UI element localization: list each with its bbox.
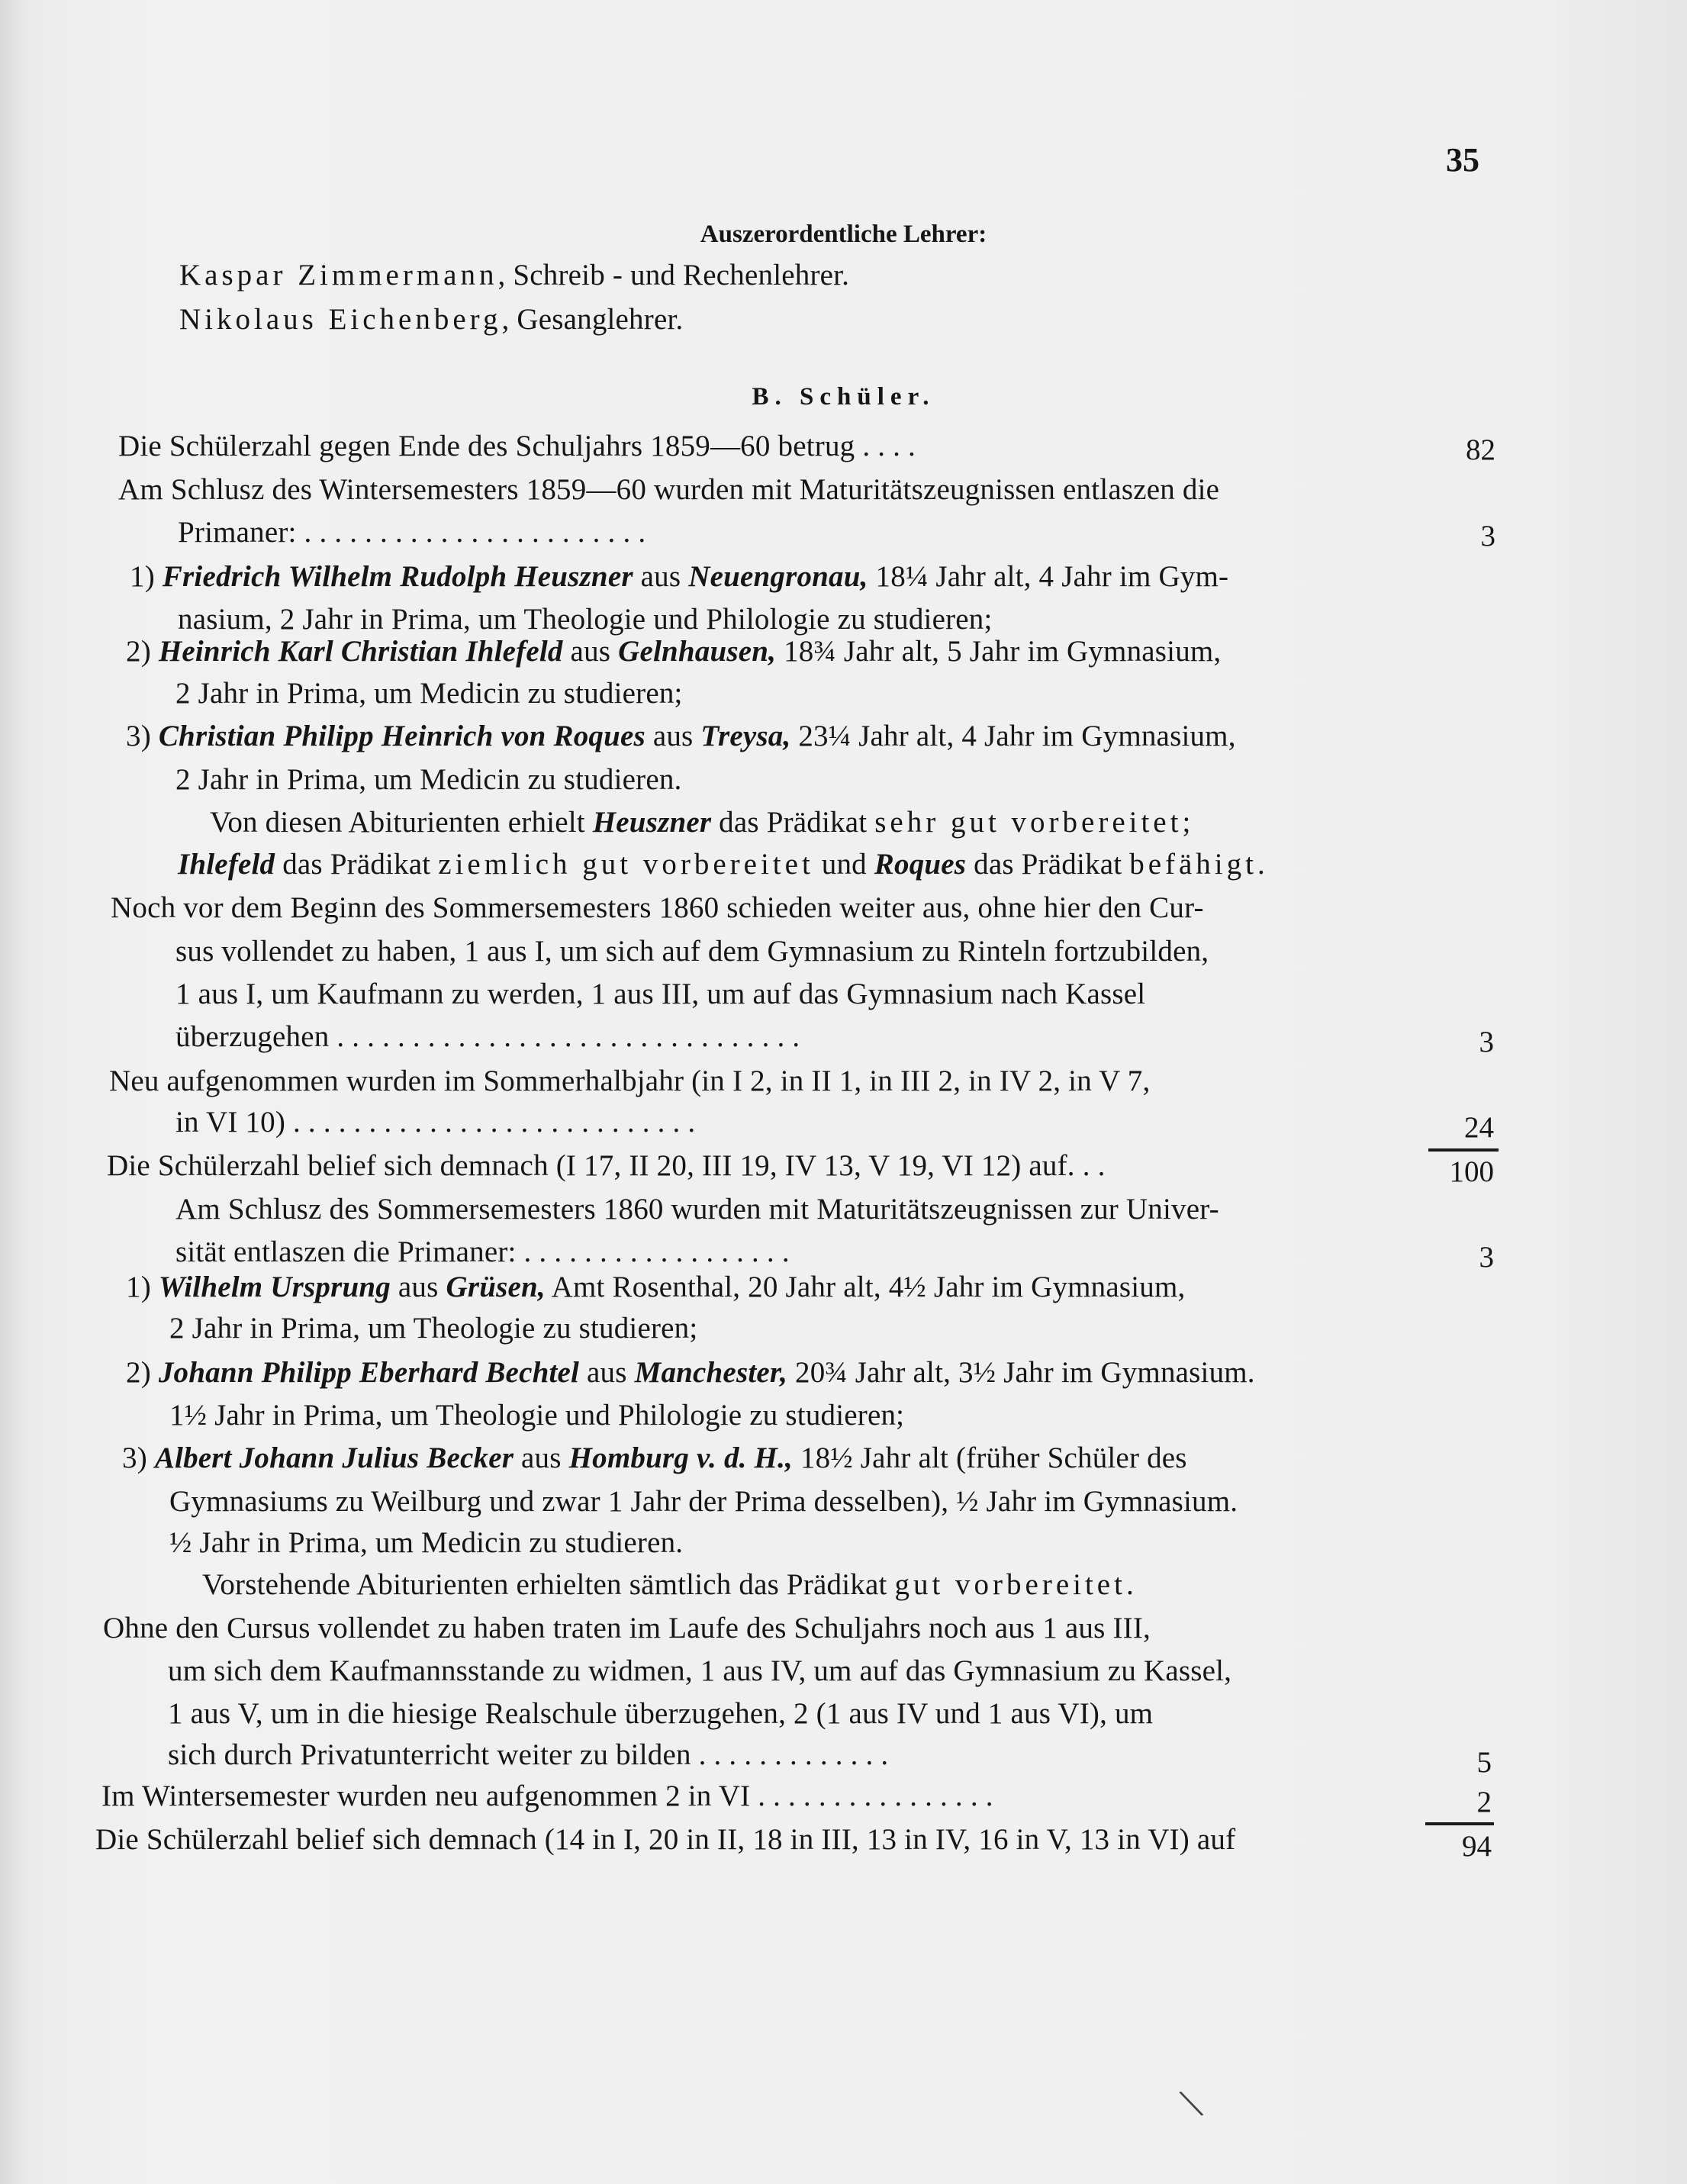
text-line: Die Schülerzahl belief sich demnach (I 17, II 20, III 19, IV 13, V 19, VI 12) auf. . . [107,1149,1106,1182]
text-line: 1 aus I, um Kaufmann zu werden, 1 aus III, um auf das Gymnasium nach Kassel [175,978,1146,1010]
entry-number: 2) [126,1356,151,1389]
entry-text: aus [633,560,689,593]
text-line: Primaner: . . . . . . . . . . . . . . . . . . . . . . . [178,516,646,549]
text-line: Die Schülerzahl gegen Ende des Schuljahrs 1859—60 betrug . . . . [118,430,916,462]
section-heading-lehrer: Auszerordentliche Lehrer: [700,221,987,248]
student-name: Johann Philipp Eberhard Bechtel [158,1356,580,1389]
entry-number: 3) [126,720,151,752]
text-line: sität entlaszen die Primaner: . . . . . . . . . . . . . . . . . . [175,1235,790,1268]
teacher-role: , Schreib - und Rechenlehrer. [497,259,850,292]
teacher-name: Nikolaus Eichenberg [179,303,502,336]
entry-text: aus [390,1271,446,1303]
abiturient-entry-b2 [126,1351,1255,1394]
entry-text: aus [579,1356,635,1389]
abiturient-entry-b3 [122,1437,1187,1480]
count-value: 3 [1479,1241,1494,1274]
student-hometown: Neuengronau, [688,560,868,593]
count-value: 3 [1479,1026,1494,1058]
predicate-line-2 [178,843,1269,886]
text-line: sus vollendet zu haben, 1 aus I, um sich auf dem Gymnasium zu Rinteln fortzubilden, [175,935,1209,968]
student-name: Heinrich Karl Christian Ihlefeld [158,635,563,668]
section-heading-schueler: B. Schüler. [752,383,935,411]
student-name: Heuszner [592,806,712,839]
text-line: Ohne den Cursus vollendet zu haben traten im Laufe des Schuljahrs noch aus 1 aus III, [103,1612,1151,1644]
teacher-line-2 [179,298,683,341]
student-name: Ihlefeld [178,848,275,881]
student-hometown: Homburg v. d. H., [568,1442,793,1474]
scan-artifact: \ [1174,2077,1208,2129]
entry-text: und [813,848,874,881]
entry-text: das Prädikat [711,806,875,839]
grade-text: sehr gut vorbereitet; [874,806,1195,839]
text-line: 2 Jahr in Prima, um Medicin zu studieren. [175,763,682,796]
text-line: 2 Jahr in Prima, um Theologie zu studieren; [169,1312,698,1345]
page-number: 35 [1446,141,1479,179]
grade-text: ziemlich gut vorbereitet [438,848,814,881]
abiturient-entry-3 [126,715,1236,758]
count-value: 82 [1466,433,1495,466]
student-hometown: Treysa, [700,720,791,752]
text-line: 2 Jahr in Prima, um Medicin zu studieren; [175,677,683,710]
text-line: Im Wintersemester wurden neu aufgenommen 2 in VI . . . . . . . . . . . . . . . . [101,1780,993,1812]
entry-text: aus [645,720,701,752]
text-line: Neu aufgenommen wurden im Sommerhalbjahr (in I 2, in II 1, in III 2, in IV 2, in V 7, [109,1065,1151,1097]
student-hometown: Gelnhausen, [618,635,777,668]
text-line: nasium, 2 Jahr in Prima, um Theologie und Philologie zu studieren; [178,603,993,636]
abiturient-entry-2 [126,630,1221,673]
entry-number: 1) [126,1271,151,1303]
teacher-role: , Gesanglehrer. [501,303,684,336]
text-line: Gymnasiums zu Weilburg und zwar 1 Jahr der Prima desselben), ½ Jahr im Gymnasium. [169,1485,1238,1518]
student-hometown: Manchester, [634,1356,788,1389]
count-value: 3 [1480,520,1495,552]
entry-text: Vorstehende Abiturienten erhielten sämtlich das Prädikat [202,1568,895,1601]
entry-text: Amt Rosenthal, 20 Jahr alt, 4½ Jahr im Gymnasium, [545,1271,1186,1303]
teacher-name: Kaspar Zimmermann [179,259,498,292]
predicate-line-3 [202,1564,1138,1606]
entry-text: 23¼ Jahr alt, 4 Jahr im Gymnasium, [790,720,1236,752]
entry-text: 18¾ Jahr alt, 5 Jahr im Gymnasium, [776,635,1222,668]
entry-text: das Prädikat [966,848,1130,881]
text-line: Am Schlusz des Wintersemesters 1859—60 wurden mit Maturitätszeugnissen entlaszen die [118,473,1220,506]
text-line: Am Schlusz des Sommersemesters 1860 wurden mit Maturitätszeugnissen zur Univer- [175,1193,1219,1226]
abiturient-entry-b1 [126,1266,1186,1309]
student-name: Christian Philipp Heinrich von Roques [158,720,646,752]
text-line: sich durch Privatunterricht weiter zu bilden . . . . . . . . . . . . . [168,1738,889,1771]
student-name: Wilhelm Ursprung [158,1271,391,1303]
entry-number: 3) [122,1442,147,1474]
text-line: in VI 10) . . . . . . . . . . . . . . . . . . . . . . . . . . . [175,1106,696,1139]
text-line: überzugehen . . . . . . . . . . . . . . . . . . . . . . . . . . . . . . . [175,1020,800,1053]
count-value: 24 [1464,1111,1494,1144]
text-line: Die Schülerzahl belief sich demnach (14 in I, 20 in II, 18 in III, 13 in IV, 16 in V, 13 in VI) auf [95,1823,1236,1856]
student-hometown: Grüsen, [446,1271,546,1303]
predicate-line-1 [210,801,1194,844]
total-value: 100 [1449,1155,1494,1188]
text-line: Noch vor dem Beginn des Sommersemesters 1860 schieden weiter aus, ohne hier den Cur- [111,891,1204,924]
count-value: 5 [1476,1746,1492,1779]
student-name: Roques [874,848,967,881]
total-value: 94 [1462,1830,1492,1863]
abiturient-entry-1 [130,556,1228,598]
entry-text: 18¼ Jahr alt, 4 Jahr im Gym- [868,560,1229,593]
entry-number: 1) [130,560,155,593]
student-name: Albert Johann Julius Becker [154,1442,514,1474]
entry-text: Von diesen Abiturienten erhielt [210,806,593,839]
teacher-line-1 [179,254,849,297]
entry-text: aus [562,635,619,668]
entry-text: 18½ Jahr alt (früher Schüler des [792,1442,1187,1474]
entry-text: 20¾ Jahr alt, 3½ Jahr im Gymnasium. [787,1356,1255,1389]
count-value: 2 [1476,1786,1492,1818]
text-line: 1 aus V, um in die hiesige Realschule überzugehen, 2 (1 aus IV und 1 aus VI), um [168,1697,1154,1730]
grade-text: gut vorbereitet. [894,1568,1138,1601]
entry-text: das Prädikat [275,848,439,881]
text-line: 1½ Jahr in Prima, um Theologie und Philologie zu studieren; [169,1399,905,1432]
grade-text: befähigt. [1129,848,1269,881]
text-line: um sich dem Kaufmannsstande zu widmen, 1 aus IV, um auf das Gymnasium zu Kassel, [168,1654,1232,1687]
text-line: ½ Jahr in Prima, um Medicin zu studieren. [169,1526,684,1559]
student-name: Friedrich Wilhelm Rudolph Heuszner [162,560,633,593]
entry-number: 2) [126,635,151,668]
entry-text: aus [514,1442,569,1474]
